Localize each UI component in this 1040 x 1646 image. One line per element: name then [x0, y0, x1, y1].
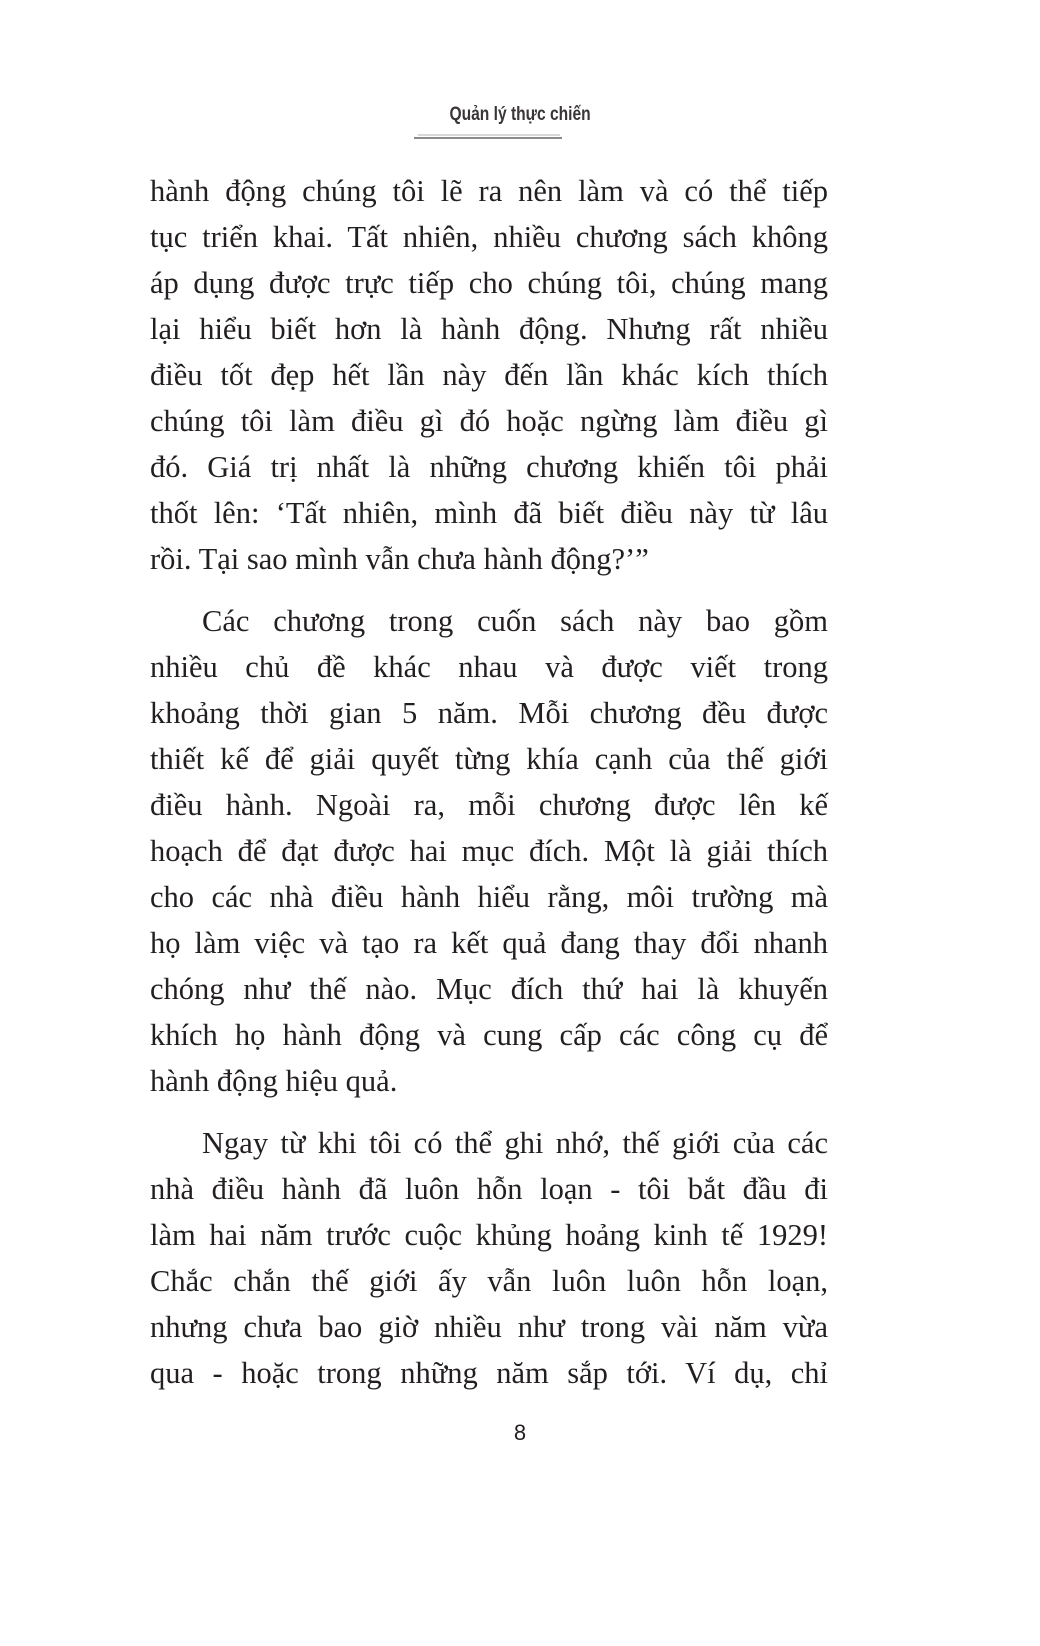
text-line: điều hành. Ngoài ra, mỗi chương được lên kế [150, 788, 828, 822]
paragraph-1 [150, 168, 828, 582]
text-line: thiết kế để giải quyết từng khía cạnh của thế giới [150, 742, 828, 776]
text-line: hoạch để đạt được hai mục đích. Một là giải thích [150, 834, 828, 868]
header-rule [414, 137, 562, 139]
text-line: đó. Giá trị nhất là những chương khiến tôi phải [150, 450, 828, 484]
text-line: chúng tôi làm điều gì đó hoặc ngừng làm điều gì [150, 404, 828, 438]
text-line: làm hai năm trước cuộc khủng hoảng kinh tế 1929! [150, 1218, 828, 1252]
text-line: thốt lên: ‘Tất nhiên, mình đã biết điều này từ lâu [150, 496, 828, 530]
text-line: tục triển khai. Tất nhiên, nhiều chương sách không [150, 220, 828, 254]
header-rule-shadow [418, 134, 560, 136]
running-header [0, 104, 1040, 132]
text-line: Ngay từ khi tôi có thể ghi nhớ, thế giới của các [202, 1126, 828, 1160]
text-line: nhà điều hành đã luôn hỗn loạn - tôi bắt đầu đi [150, 1172, 828, 1206]
text-line: chóng như thế nào. Mục đích thứ hai là khuyến [150, 972, 828, 1006]
text-line: rồi. Tại sao mình vẫn chưa hành động?’” [150, 542, 649, 576]
text-line: lại hiểu biết hơn là hành động. Nhưng rất nhiều [150, 312, 828, 346]
text-line: Chắc chắn thế giới ấy vẫn luôn luôn hỗn loạn, [150, 1264, 828, 1298]
text-line: hành động hiệu quả. [150, 1064, 398, 1098]
text-line: qua - hoặc trong những năm sắp tới. Ví dụ, chỉ [150, 1356, 828, 1390]
text-line: khoảng thời gian 5 năm. Mỗi chương đều được [150, 696, 828, 730]
page-number: 8 [513, 1420, 527, 1445]
text-line: hành động chúng tôi lẽ ra nên làm và có thể tiếp [150, 174, 828, 208]
text-line: nhiều chủ đề khác nhau và được viết trong [150, 650, 828, 684]
text-line: điều tốt đẹp hết lần này đến lần khác kích thích [150, 358, 828, 392]
text-line: áp dụng được trực tiếp cho chúng tôi, chúng mang [150, 266, 828, 300]
text-line: Các chương trong cuốn sách này bao gồm [202, 604, 828, 638]
running-header-title: Quản lý thực chiến [449, 104, 591, 125]
text-line: khích họ hành động và cung cấp các công cụ để [150, 1018, 828, 1052]
body-text [150, 168, 828, 1396]
text-line: cho các nhà điều hành hiểu rằng, môi trường mà [150, 880, 828, 914]
text-line: họ làm việc và tạo ra kết quả đang thay đổi nhanh [150, 926, 828, 960]
text-line: nhưng chưa bao giờ nhiều như trong vài năm vừa [150, 1310, 828, 1344]
paragraph-3 [150, 1120, 828, 1396]
paragraph-2 [150, 598, 828, 1104]
